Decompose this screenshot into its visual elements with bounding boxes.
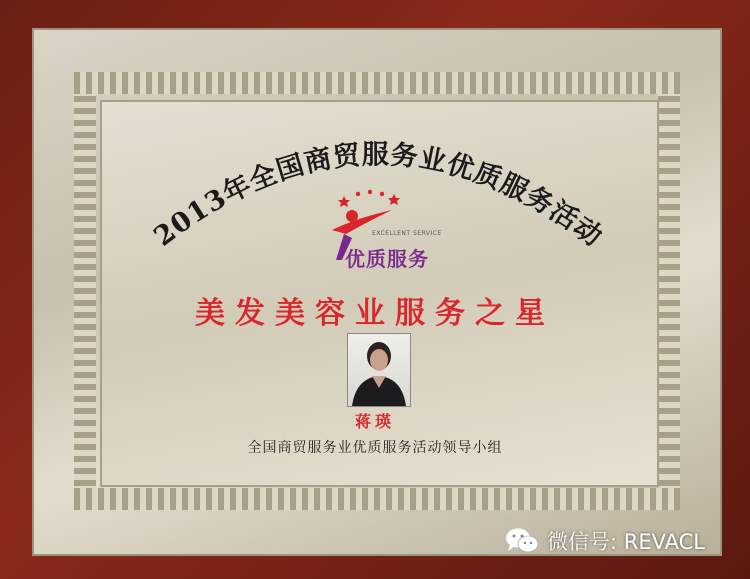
star-arc-icon xyxy=(338,190,400,207)
logo-text-cn: 优质服务 xyxy=(345,247,429,271)
recipient-photo xyxy=(347,333,411,407)
issuer-name: 全国商贸服务业优质服务活动领导小组 xyxy=(247,440,503,456)
wechat-icon xyxy=(505,527,539,555)
recipient-name: 蒋瑛 xyxy=(354,412,395,431)
portrait-image xyxy=(348,334,410,406)
watermark-label: 微信号: REVACL xyxy=(547,530,705,554)
award-title: 美发美容业服务之星 xyxy=(195,296,555,331)
logo-text-en: EXCELLENT SERVICE xyxy=(372,230,442,237)
certificate-title-text: 2013年全国商贸服务业优质服务活动 xyxy=(148,139,609,254)
wechat-watermark xyxy=(505,524,705,558)
